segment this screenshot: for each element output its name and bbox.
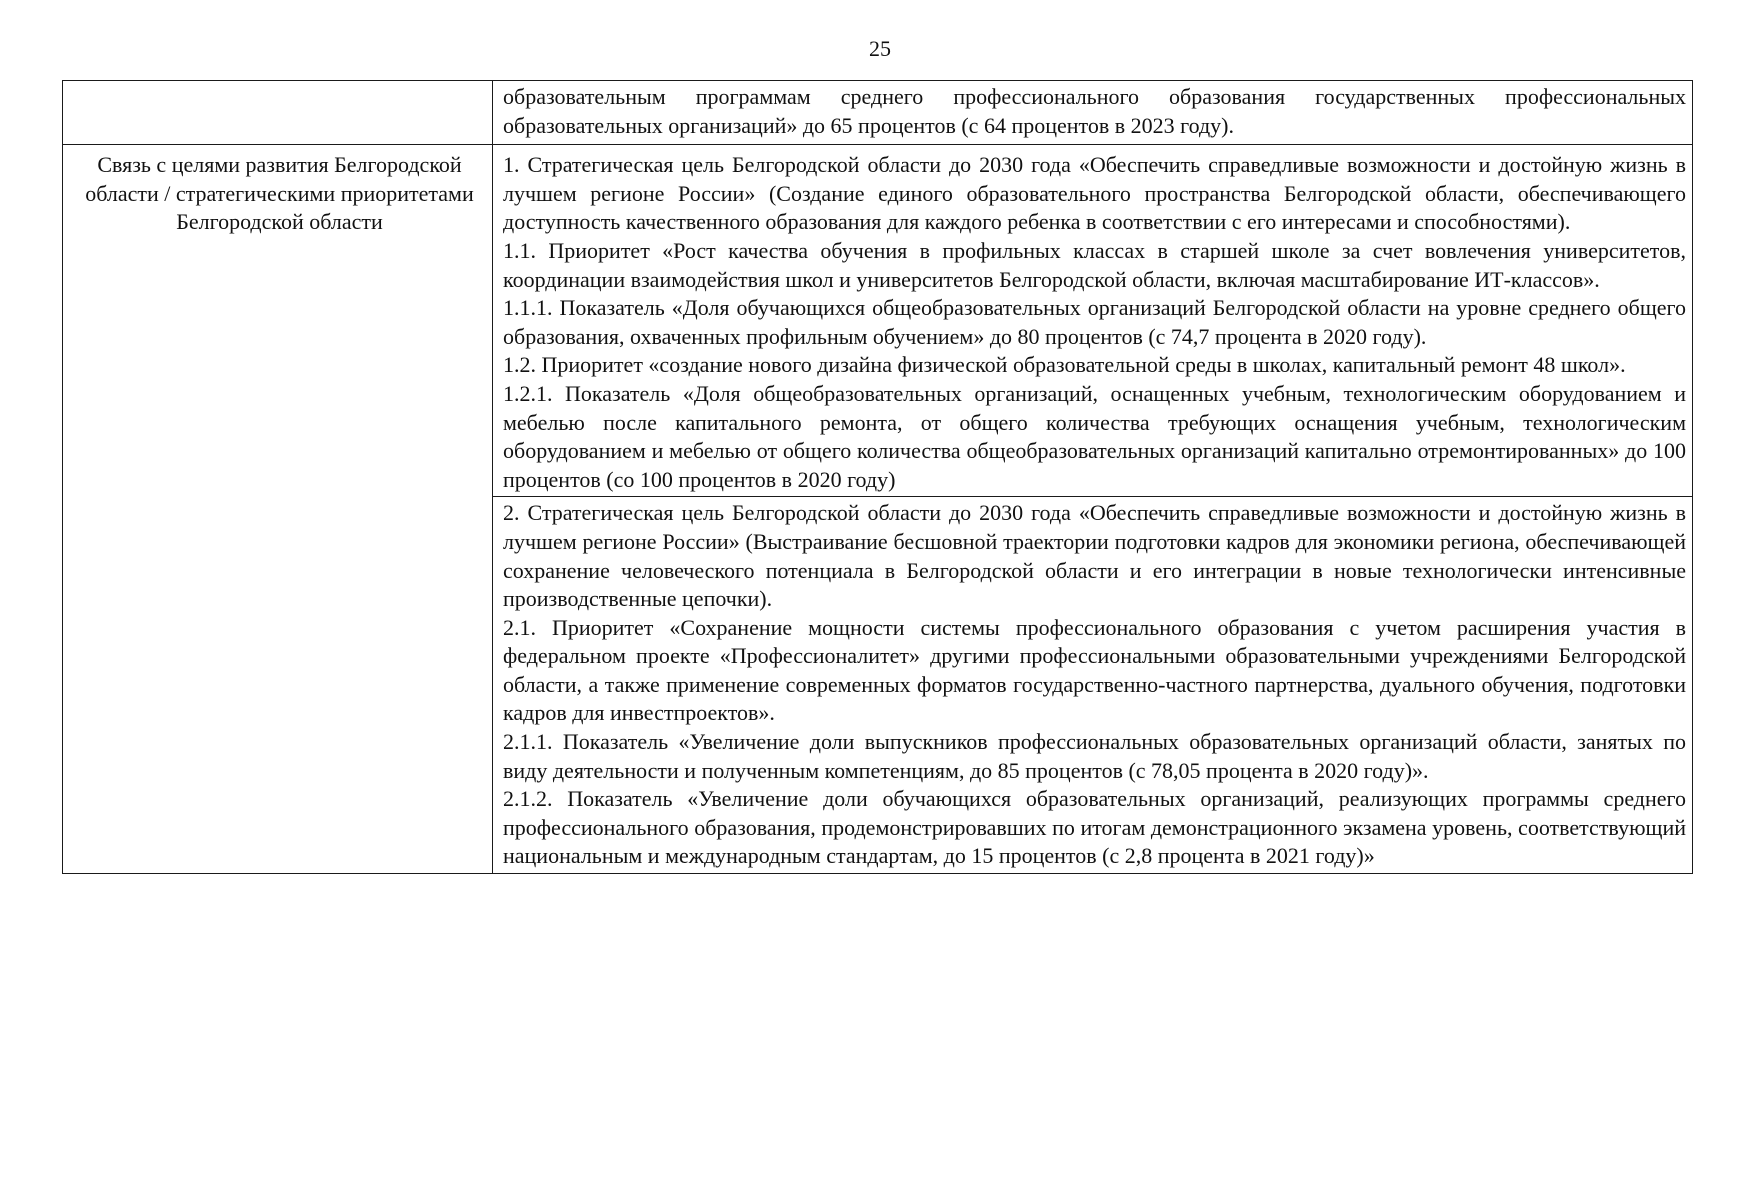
document-table: [62, 80, 1693, 874]
indicator-2-1-2-text: 2.1.2. Показатель «Увеличение доли обучающихся образовательных организаций, реализующих программы среднего профессионального образования, продемонстрировавших по итогам демонстрационного экзамена уровень, соответствующий национальным и международным стандартам, до 15 процентов (с 2,8 процента в 2021 году)»: [503, 786, 1686, 869]
page-number: 25: [869, 36, 891, 61]
continuation-left-cell: [63, 81, 493, 145]
continuation-right-cell: образовательным программам среднего профессионального образования государственных профессиональных образовательных организаций» до 65 процентов (с 64 процентов в 2023 году).: [493, 81, 1693, 145]
goal-2-text: 2. Стратегическая цель Белгородской области до 2030 года «Обеспечить справедливые возможности и достойную жизнь в лучшем регионе России» (Выстраивание бесшовной траектории подготовки кадров для экономики региона, обеспечивающей сохранение человеческого потенциала в Белгородской области и его интеграции в новые технологически интенсивные производственные цепочки).: [503, 500, 1686, 612]
goal-1-cell: [493, 145, 1693, 497]
priority-2-1-text: 2.1. Приоритет «Сохранение мощности системы профессионального образования с учетом расширения участия в федеральном проекте «Профессионалитет» другими профессиональными образовательными учреждениями Белгородской области, а также применение современных форматов государственно-частного партнерства, дуального обучения, подготовки кадров для инвестпроектов».: [503, 614, 1686, 726]
indicator-1-1-1-text: 1.1.1. Показатель «Доля обучающихся общеобразовательных организаций Белгородской области на уровне среднего общего образования, охваченных профильным обучением» до 80 процентов (с 74,7 процента в 2020 году).: [503, 295, 1686, 349]
goal-2-cell: [493, 497, 1693, 874]
priority-1-1-text: 1.1. Приоритет «Рост качества обучения в профильных классах в старшей школе за счет вовлечения университетов, координации взаимодействия школ и университетов Белгородской области, включая масштабирование ИТ-классов».: [503, 237, 1686, 292]
link-label-cell: Связь с целями развития Белгородской области / стратегическими приоритетами Белгородской области: [63, 145, 493, 874]
priority-1-2-text: 1.2. Приоритет «создание нового дизайна физической образовательной среды в школах, капитальный ремонт 48 школ».: [503, 352, 1626, 378]
indicator-1-2-1-text: 1.2.1. Показатель «Доля общеобразовательных организаций, оснащенных учебным, технологическим оборудованием и мебелью после капитального ремонта, от общего количества требующих оснащения учебным, технологическим оборудованием и мебелью от общего количества общеобразовательных организаций капитально отремонтированных» до 100 процентов (со 100 процентов в 2020 году): [503, 380, 1686, 492]
indicator-2-1-1-text: 2.1.1. Показатель «Увеличение доли выпускников профессиональных образовательных организаций области, занятых по виду деятельности и полученным компетенциям, до 85 процентов (с 78,05 процента в 2020 году)».: [503, 729, 1686, 783]
table-row-goal-1: [63, 145, 1693, 497]
table-row-continuation: [63, 81, 1693, 145]
goal-1-text: 1. Стратегическая цель Белгородской области до 2030 года «Обеспечить справедливые возможности и достойную жизнь в лучшем регионе России» (Создание единого образовательного пространства Белгородской области, обеспечивающего доступность качественного образования для каждого ребенка в соответствии с его интересами и способностями).: [503, 152, 1686, 235]
